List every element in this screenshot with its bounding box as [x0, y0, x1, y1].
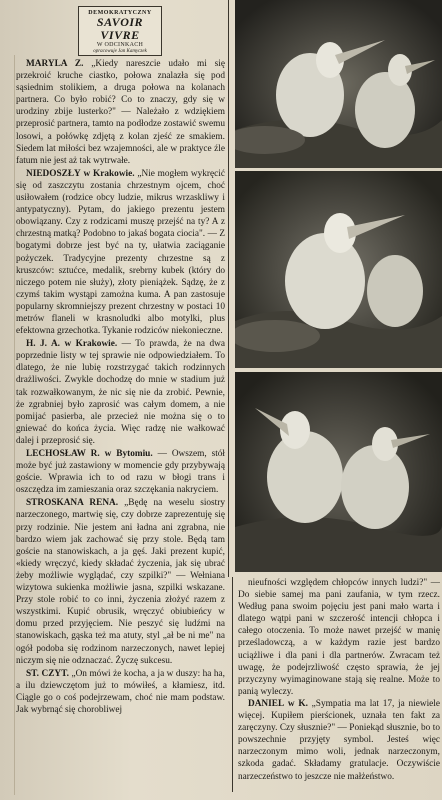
bird-photo-1 — [235, 0, 442, 168]
header-top-label: DEMOKRATYCZNY — [88, 10, 152, 16]
right-text-column — [232, 577, 440, 792]
reply-text: „Sympatia ma lat 17, ja niewiele więcej. Kupiłem pierścionek, uznała ten fakt za zaręczyny. Czy słusznie?" — Poniekąd słusznie, bo to powszechnie przyjęty symbol. Jesteś więc narzeczonym mimo woli, jednak narzeczonym, szkoda gadać. Składamy gratulacje. Oczywiście narzeczeństwo to jeszcze nie małżeństwo. — [238, 698, 440, 782]
header-subtitle: W ODCINKACH — [96, 42, 144, 48]
column-header-box — [78, 6, 162, 56]
page-margin-strip — [8, 55, 15, 795]
letter-author: LECHOSŁAW R. — [26, 449, 100, 459]
letter-author: MARYLA Z. — [26, 59, 84, 69]
letter-place: w Krakowie. — [64, 339, 118, 350]
letter-author: DANIEL — [248, 698, 285, 709]
reply-text: „Będę na weselu siostry narzeczonego, martwię się, czy dobrze zaprezentuję się przy rodzinie. Nie jestem ani ładna ani zgrabna, nie bardzo wiem jak zachować się przy stole. Będą tam goście na stanowiskach, a ja gęś. Jaki prezent kupić, «kiedy wręczyć, kiedy składać życzenia, jak się ubrać żeby możliwie wyglądać, czy szpilki?" — Wełniana wizytowa sukienka możliwie jasna, szpilki wskazane. Przy stole robić to co inni, życzenia złożyć razem z wszystkimi. Kupić obrusik, wręczyć obiubieńcy w domu przed przyjęciem. Nie peszyć się ludźmi na stanowiskach, gąska też ma atuty, styl „ał be ni me" na ogół podoba się rodzinom narzeczonych, nawet lepiej niczym się nie odznaczać. Życzę sukcesu. — [16, 498, 225, 666]
reply-text: nieufności względem chłopców innych ludzi?" — Do siebie samej ma pani zaufania, w tym rzecz. Według pana swoim pojęciu jest pani mało warta i dlatego wątpi pani w szczerość intencji chłopca i całego otoczenia. To może nawet przejść w manię prześladowczą, a w każdym razie jest bardzo uciążliwe i dla pani i dla partnerów. Zwracam też uwagę, że podejrzliwość często sprawia, że jej przyczyny wyimaginowane stają się realne. Może to panią wyleczy. — [238, 578, 440, 697]
letter-place: w Krakowie. — [83, 168, 135, 179]
reply-text: — Owszem, stół może być już zastawiony w momencie gdy przybywają goście. Wprawia ich to od razu w błogi trans i oszczędza im zamieszania oraz szczękania nakryciem. — [16, 449, 225, 496]
letter-reply — [16, 448, 225, 496]
letter-place: w Bytomiu. — [104, 449, 153, 459]
letter-reply — [16, 338, 225, 447]
letter-place: w K. — [287, 698, 308, 709]
left-text-column — [16, 58, 225, 788]
reply-text: — To prawda, że na dwa poprzednie listy w tej sprawie nie odpowiedziałem. To dlatego, że nie lubię rozstrzygać takich rodzinnych drażliwości. Zwykle dochodzę do mnie w stadium już tak rozwałkowanym, że nic się nie da zrobić. Pewnie, że zgrabniej było zaprosić was całym domem, a nie pomijać pasierba, ale przecież nie można się o to gniewać do końca życia. Więc radzę nie wałkować dalej i przeprosić się. — [16, 339, 225, 446]
letter-author: STROSKANA RENA. — [26, 498, 119, 509]
column-divider — [228, 0, 229, 577]
letter-reply — [16, 497, 225, 666]
header-editor-credit: opracowuje Jan Kamyczek — [93, 49, 147, 54]
reply-text: „Kiedy nareszcie udało mi się przekroić kruche ciastko, połowa znalazła się pod sąsiednim stolikiem, a druga połowa na kolanach partnera. Co było robić? Co to znaczy, gdy się w urodziny zbije lusterko?" — Należało z wdziękiem przeprosić partnera, tamto na podłodze zostawić swemu losowi, a połówkę zdjętą z kolan zjeść ze smakiem. Siedem lat miłości bez wzajemności, ale w praktyce źle fatum nie jest aż tak wytrwałe. — [16, 59, 225, 166]
letter-author: NIEDOSZŁY — [26, 168, 81, 179]
reply-text: „On mówi że kocha, a ja w duszy: ha ha, a ilu dziewczętom już to mówiłeś, a kłamiesz, itd. Ciągle go o coś podejrzewam, choć nie mam podstaw. Jak wybrnąć się chorobliwej — [16, 668, 225, 715]
bird-photo-2 — [235, 171, 442, 368]
letter-author: ST. CZYT. — [26, 668, 69, 679]
reply-text: „Nie mogłem wykręcić się od zaszczytu zostania chrzestnym ojcem, choć usiłowałem (rodzice obcy ludzie, mikrus wrzaskliwy i antypatyczny). Pytam, do jakiego prezentu jestem obowiązany. Czy z rodzicami muszę przejść na ty? A z chrzestną matką? Podobno to jakaś bogata ciocia". — Z bogatymi dobrze jest być na ty, ułatwia zaciąganie pożyczek. Tradycyjne prezenty chrzestne są z kruszców: sztućce, medalik, srebrny kubek (który do niczego potem nie służy), złoty pieniążek. Sądzę, że z czymś takim wystąpi zamożna kuma. A pan zastosuje popularny skromniejszy prezent chrzestny w postaci 10 metrów flaneli w krasnoludki albo motylki, plus efektowna grzechotka. Tykanie rodziców niekonieczne. — [16, 168, 225, 337]
letter-reply — [238, 698, 440, 783]
letter-author: H. J. A. — [26, 339, 60, 350]
letter-reply — [16, 668, 225, 716]
bird-photo-3 — [235, 372, 442, 572]
letter-reply-continued — [238, 577, 440, 698]
header-title: SAVOIR VIVRE — [96, 15, 144, 42]
letter-reply — [16, 168, 225, 337]
letter-reply — [16, 58, 225, 167]
